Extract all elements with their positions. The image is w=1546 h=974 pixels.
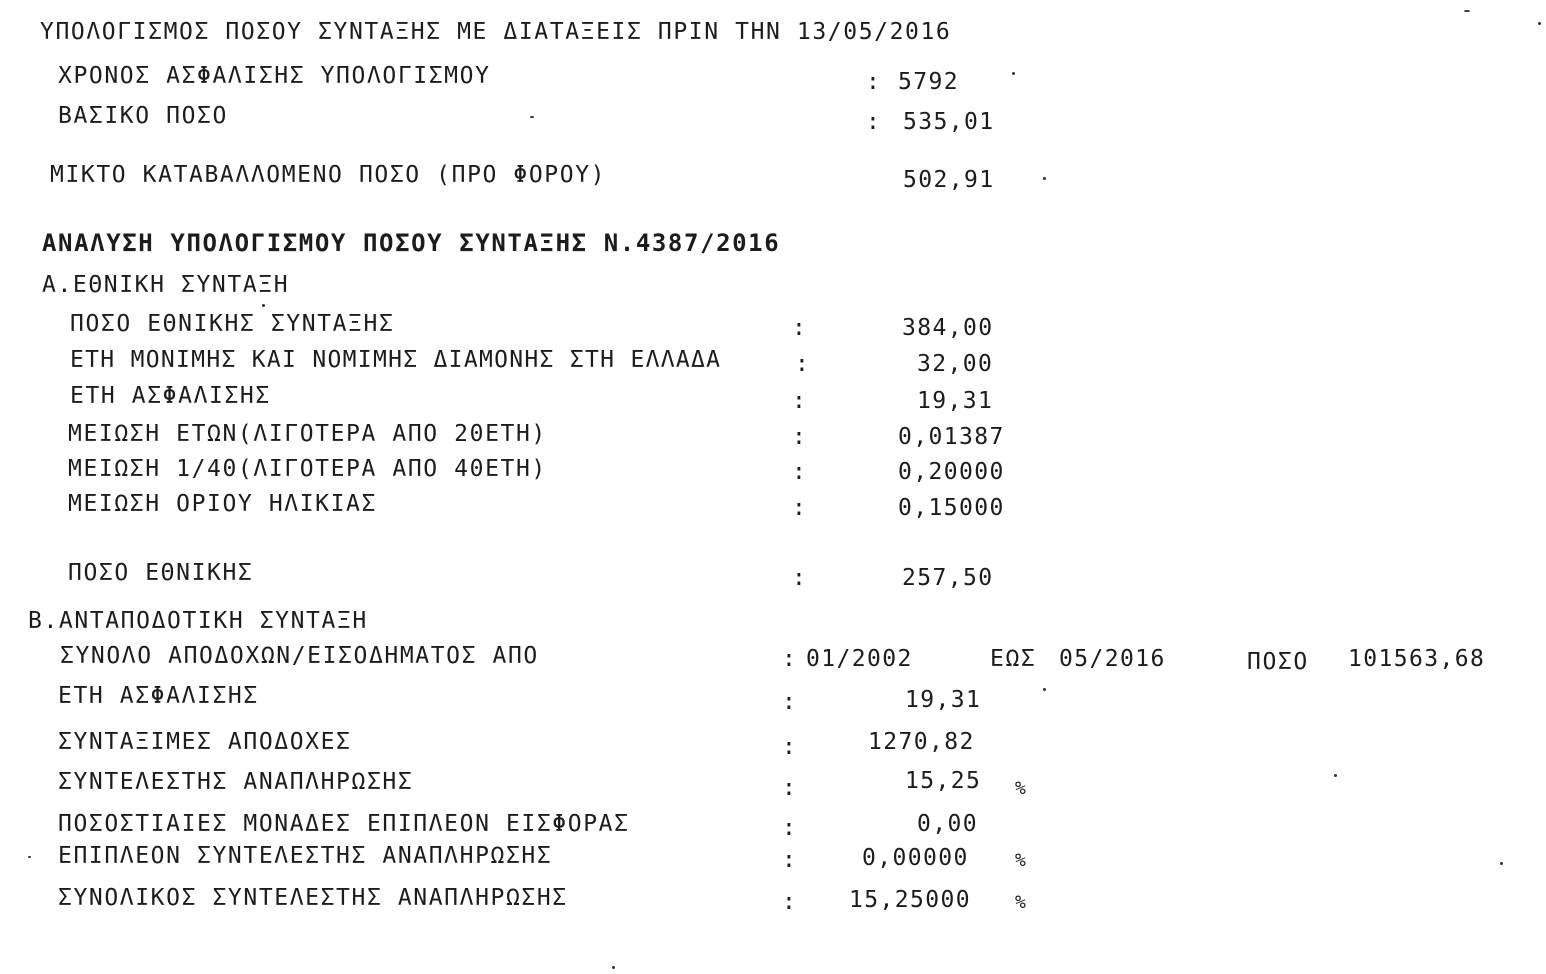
section-b-row-label: ΕΠΙΠΛΕΟΝ ΣΥΝΤΕΛΕΣΤΗΣ ΑΝΑΠΛΗΡΩΣΗΣ: [58, 843, 553, 869]
scan-speck: [1538, 22, 1541, 25]
scan-speck: [1012, 72, 1015, 75]
section-b-row-sep: :: [782, 775, 797, 801]
scan-speck: [1464, 10, 1470, 12]
section-b-row-label: ΕΤΗ ΑΣΦΑΛΙΣΗΣ: [58, 683, 259, 709]
section-a-row-label: ΜΕΙΩΣΗ ΕΤΩΝ(ΛΙΓΟΤΕΡΑ ΑΠΟ 20ΕΤΗ): [68, 421, 547, 447]
basic-amount-label: ΒΑΣΙΚΟ ΠΟΣΟ: [58, 103, 228, 129]
national-total-sep: :: [792, 565, 807, 591]
section-a-row-value: 0,01387: [898, 424, 1005, 450]
section-b-row-sep: :: [782, 734, 797, 760]
gross-amount-label: ΜΙΚΤΟ ΚΑΤΑΒΑΛΛΟΜΕΝΟ ΠΟΣΟ (ΠΡΟ ΦΟΡΟΥ): [50, 162, 607, 188]
income-to-value: 05/2016: [1059, 646, 1166, 672]
basic-amount-sep: :: [866, 109, 881, 135]
section-b-row-value: 19,31: [905, 687, 982, 713]
basic-amount-value: 535,01: [903, 109, 995, 135]
income-to-label: ΕΩΣ: [990, 646, 1037, 672]
section-a-row-value: 32,00: [917, 351, 994, 377]
section-b-row-label: ΣΥΝΟΛΙΚΟΣ ΣΥΝΤΕΛΕΣΤΗΣ ΑΝΑΠΛΗΡΩΣΗΣ: [58, 885, 568, 911]
section-b-row-value: 15,25000: [849, 887, 971, 913]
section-a-row-label: ΜΕΙΩΣΗ ΟΡΙΟΥ ΗΛΙΚΙΑΣ: [68, 491, 377, 517]
section-a-row-sep: :: [792, 424, 807, 450]
section-b-row-value: 0,00000: [862, 845, 969, 871]
section-a-row-label: ΕΤΗ ΜΟΝΙΜΗΣ ΚΑΙ ΝΟΜΙΜΗΣ ΔΙΑΜΟΝΗΣ ΣΤΗ ΕΛΛΑΔΑ: [70, 347, 722, 373]
section-a-row-label: ΕΤΗ ΑΣΦΑΛΙΣΗΣ: [70, 383, 271, 409]
section-a-row-value: 0,15000: [898, 495, 1005, 521]
section-b-row-sep: :: [782, 889, 797, 915]
section-b-row-label: ΣΥΝΤΕΛΕΣΤΗΣ ΑΝΑΠΛΗΡΩΣΗΣ: [58, 769, 414, 795]
analysis-title: ΑΝΑΛΥΣΗ ΥΠΟΛΟΓΙΣΜΟΥ ΠΟΣΟΥ ΣΥΝΤΑΞΗΣ Ν.4387/2016: [42, 229, 781, 257]
section-b-row-value: 15,25: [905, 768, 982, 794]
section-a-row-sep: :: [792, 495, 807, 521]
insurance-time-label: ΧΡΟΝΟΣ ΑΣΦΑΛΙΣΗΣ ΥΠΟΛΟΓΙΣΜΟΥ: [58, 63, 491, 89]
section-a-row-label: ΠΟΣΟ ΕΘΝΙΚΗΣ ΣΥΝΤΑΞΗΣ: [70, 311, 395, 337]
section-b-row-unit: %: [1015, 892, 1027, 913]
scan-speck: [530, 116, 534, 118]
income-amount-label: ΠΟΣΟ: [1247, 649, 1309, 675]
section-a-row-label: ΜΕΙΩΣΗ 1/40(ΛΙΓΟΤΕΡΑ ΑΠΟ 40ΕΤΗ): [68, 456, 547, 482]
gross-amount-value: 502,91: [903, 167, 995, 193]
section-a-row-sep: :: [795, 351, 810, 377]
section-b-row-unit: %: [1015, 778, 1027, 799]
scan-speck: [612, 966, 615, 969]
scan-speck: [1500, 862, 1503, 865]
section-a-row-sep: :: [792, 388, 807, 414]
income-total-sep: :: [782, 646, 797, 672]
income-amount-value: 101563,68: [1348, 646, 1486, 672]
section-b-row-sep: :: [782, 847, 797, 873]
section-b-row-label: ΣΥΝΤΑΞΙΜΕΣ ΑΠΟΔΟΧΕΣ: [58, 729, 352, 755]
income-total-label: ΣΥΝΟΛΟ ΑΠΟΔΟΧΩΝ/ΕΙΣΟΔΗΜΑΤΟΣ ΑΠΟ: [60, 643, 539, 669]
national-total-value: 257,50: [902, 565, 994, 591]
national-total-label: ΠΟΣΟ ΕΘΝΙΚΗΣ: [68, 560, 254, 586]
scan-speck: [1043, 177, 1046, 180]
section-b-row-value: 1270,82: [868, 729, 975, 755]
section-b-row-sep: :: [782, 689, 797, 715]
section-a-row-value: 384,00: [902, 315, 994, 341]
section-b-row-sep: :: [782, 815, 797, 841]
document-title: ΥΠΟΛΟΓΙΣΜΟΣ ΠΟΣΟΥ ΣΥΝΤΑΞΗΣ ΜΕ ΔΙΑΤΑΞΕΙΣ ΠΡΙΝ ΤΗΝ 13/05/2016: [40, 19, 952, 45]
section-a-row-value: 19,31: [917, 388, 994, 414]
insurance-time-sep: :: [866, 69, 881, 95]
section-a-row-sep: :: [792, 315, 807, 341]
scan-speck: [262, 304, 265, 307]
section-a-row-value: 0,20000: [898, 459, 1005, 485]
insurance-time-value: 5792: [898, 69, 959, 95]
section-a-title: Α.ΕΘΝΙΚΗ ΣΥΝΤΑΞΗ: [42, 272, 290, 298]
section-b-title: Β.ΑΝΤΑΠΟΔΟΤΙΚΗ ΣΥΝΤΑΞΗ: [28, 608, 368, 634]
scan-speck: [1334, 774, 1337, 777]
scan-speck: [1043, 688, 1046, 691]
section-b-row-value: 0,00: [917, 811, 978, 837]
scan-speck: [28, 856, 31, 858]
income-from-value: 01/2002: [806, 646, 913, 672]
section-a-row-sep: :: [792, 459, 807, 485]
section-b-row-label: ΠΟΣΟΣΤΙΑΙΕΣ ΜΟΝΑΔΕΣ ΕΠΙΠΛΕΟΝ ΕΙΣΦΟΡΑΣ: [58, 811, 630, 837]
section-b-row-unit: %: [1015, 850, 1027, 871]
